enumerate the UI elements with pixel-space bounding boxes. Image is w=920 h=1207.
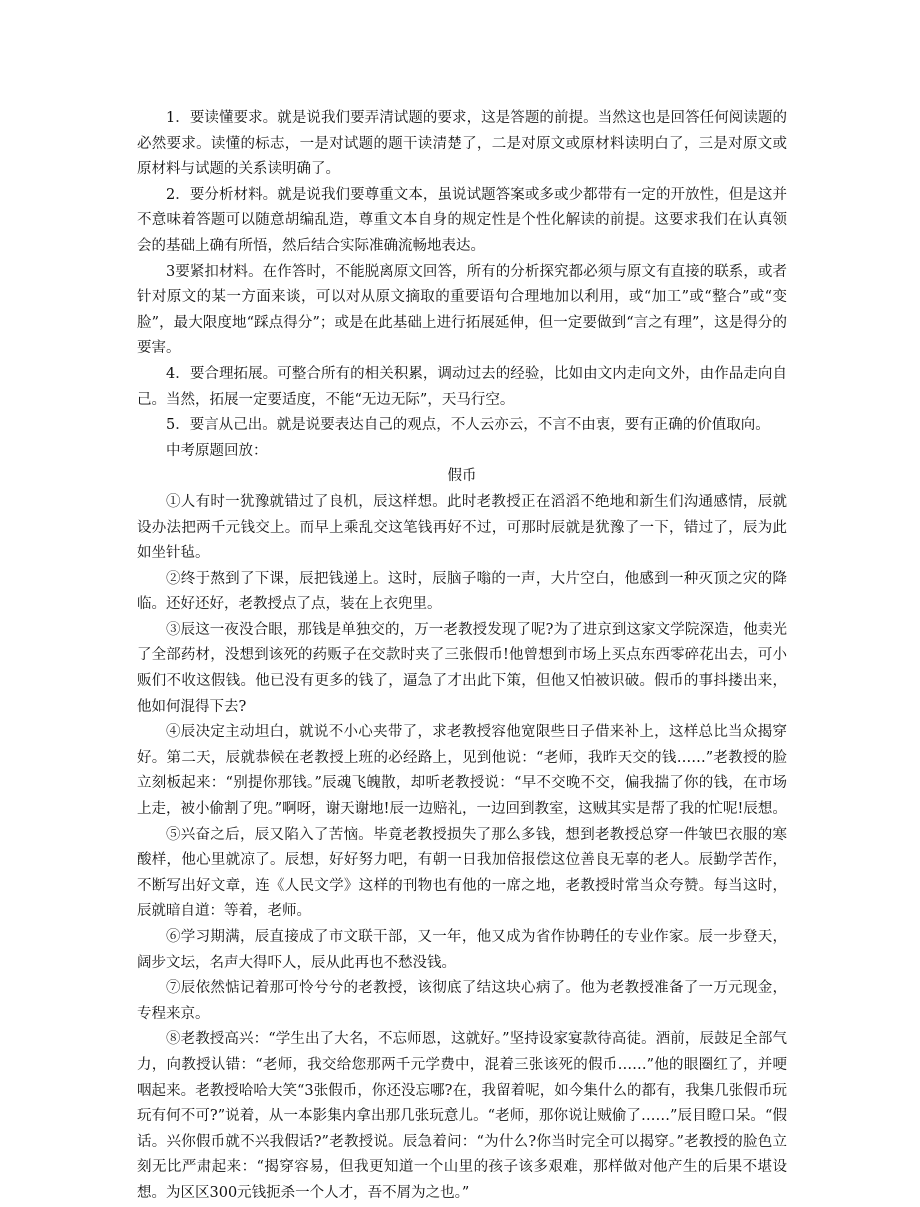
review-heading: 中考原题回放：: [166, 442, 268, 459]
requirement-4: 4．要合理拓展。可整合所有的相关积累，调动过去的经验，比如由文内走向文外，由作品走向自己。当然，拓展一定要适度，不能“无边无际”，天马行空。: [137, 365, 787, 408]
story-paragraph-6: ⑥学习期满，辰直接成了市文联干部，又一年，他又成为省作协聘任的专业作家。辰一步登天，阔步文坛，名声大得吓人，辰从此再也不愁没钱。: [137, 929, 787, 971]
story-paragraph-4: ④辰决定主动坦白，就说不小心夹带了，求老教授容他宽限些日子借来补上，这样总比当众揭穿好。第二天，辰就恭候在老教授上班的必经路上，见到他说：“老师，我昨天交的钱……”老教授的脸立刻板起来：“别提你那钱。”辰魂飞魄散，却听老教授说：“早不交晚不交，偏我揣了你的钱，在市场上走，被小偷割了兜。”啊呀，谢天谢地!辰一边赔礼，一边回到教室，这贼其实是帮了我的忙呢!辰想。: [137, 724, 787, 818]
story-title: 假币: [447, 468, 477, 485]
story-paragraph-1: ①人有时一犹豫就错过了良机，辰这样想。此时老教授正在滔滔不绝地和新生们沟通感情，辰就设办法把两千元钱交上。而早上乘乱交这笔钱再好不过，可那时辰就是犹豫了一下，错过了，辰为此如坐针毡。: [137, 493, 787, 562]
document-page: [137, 106, 787, 1207]
story-paragraph-8: ⑧老教授高兴：“学生出了大名，不忘师恩，这就好。”坚持设家宴款待高徒。酒前，辰鼓足全部气力，向教授认错：“老师，我交给您那两千元学费中，混着三张该死的假币……”他的眼圈红了，并哽咽起来。老教授哈哈大笑“3张假币，你还没忘哪?在，我留着呢，如今集什么的都有，我集几张假币玩玩有何不可?”说着，从一本影集内拿出那几张玩意儿。“老师，那你说让贼偷了……”辰目瞪口呆。“假话。兴你假币就不兴我假话?”老教授说。辰急着问：“为什么?你当时完全可以揭穿。”老教授的脸色立刻无比严肃起来：“揭穿容易，但我更知道一个山里的孩子该多艰难，那样做对他产生的后果不堪设想。为区区300元钱扼杀一个人才，吾不屑为之也。”: [137, 1031, 787, 1201]
requirement-1: 1．要读懂要求。就是说我们要弄清试题的要求，这是答题的前提。当然这也是回答任何阅读题的必然要求。读懂的标志，一是对试题的题干读清楚了，二是对原文或原材料读明白了，三是对原文或原材料与试题的关系读明确了。: [137, 110, 787, 178]
requirement-2: 2．要分析材料。就是说我们要尊重文本，虽说试题答案或多或少都带有一定的开放性，但是这并不意味着答题可以随意胡编乱造，尊重文本自身的规定性是个性化解读的前提。这要求我们在认真领会的基础上确有所悟，然后结合实际准确流畅地表达。: [137, 186, 787, 254]
story-paragraph-5: ⑤兴奋之后，辰又陷入了苦恼。毕竟老教授损失了那么多钱，想到老教授总穿一件皱巴衣服的寒酸样，他心里就凉了。辰想，好好努力吧，有朝一日我加倍报偿这位善良无辜的老人。辰勤学苦作，不断写出好文章，连《人民文学》这样的刊物也有他的一席之地，老教授时常当众夸赞。每当这时，辰就暗自道：等着，老师。: [137, 826, 787, 920]
story-paragraph-2: ②终于熬到了下课，辰把钱递上。这时，辰脑子嗡的一声，大片空白，他感到一种灭顶之灾的降临。还好还好，老教授点了点，装在上衣兜里。: [137, 570, 787, 613]
requirement-5: 5．要言从己出。就是说要表达自己的观点，不人云亦云，不言不由衷，要有正确的价值取向。: [166, 417, 770, 434]
story-paragraph-3: ③辰这一夜没合眼，那钱是单独交的，万一老教授发现了呢?为了进京到这家文学院深造，他卖光了全部药材，没想到该死的药贩子在交款时夹了三张假币!他曾想到市场上买点东西零碎花出去，可小贩们不收这假钱。他已没有更多的钱了，逼急了才出此下策，但他又怕被识破。假币的事抖搂出来，他如何混得下去?: [137, 621, 787, 715]
requirement-3: 3要紧扣材料。在作答时，不能脱离原文回答，所有的分析探究都必须与原文有直接的联系，或者针对原文的某一方面来谈，可以对从原文摘取的重要语句合理地加以利用，或“加工”或“整合”或“变脸”，最大限度地“踩点得分”；或是在此基础上进行拓展延伸，但一定要做到“言之有理”，这是得分的要害。: [137, 263, 787, 357]
story-paragraph-7: ⑦辰依然惦记着那可怜兮兮的老教授，该彻底了结这块心病了。他为老教授准备了一万元现金，专程来京。: [137, 980, 787, 1022]
